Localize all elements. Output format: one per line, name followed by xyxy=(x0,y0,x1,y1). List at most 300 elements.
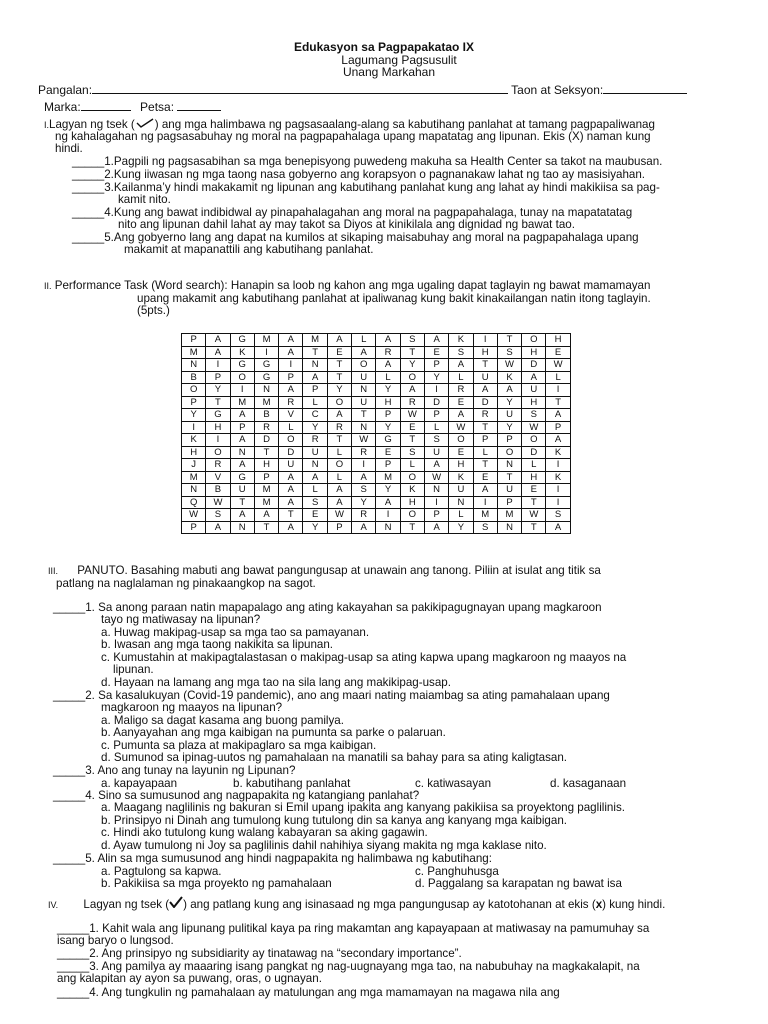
grid-row xyxy=(182,471,571,484)
grid-cell[interactable]: R xyxy=(206,459,230,472)
grid-cell[interactable]: S xyxy=(303,496,327,509)
grid-cell[interactable]: M xyxy=(376,471,400,484)
grid-cell[interactable]: U xyxy=(497,409,521,422)
grid-cell[interactable]: N xyxy=(449,496,473,509)
part4-instr-a: Lagyan ng tsek ( xyxy=(83,898,170,911)
grid-cell[interactable]: H xyxy=(254,459,278,472)
grid-cell[interactable]: R xyxy=(279,396,303,409)
grid-cell[interactable]: M xyxy=(182,471,206,484)
grid-cell[interactable]: S xyxy=(546,509,570,522)
grid-cell[interactable]: M xyxy=(254,334,278,347)
grid-cell[interactable]: H xyxy=(182,446,206,459)
grid-cell[interactable]: W xyxy=(522,509,546,522)
grid-cell[interactable]: U xyxy=(352,396,376,409)
grid-cell[interactable]: A xyxy=(279,334,303,347)
grid-cell[interactable]: P xyxy=(376,409,400,422)
grid-cell[interactable]: P xyxy=(497,496,521,509)
grid-cell[interactable]: G xyxy=(206,409,230,422)
grid-cell[interactable]: I xyxy=(206,434,230,447)
part2-instruction xyxy=(44,279,650,293)
q1-cont: tayo ng matiwasay na lipunan? xyxy=(101,613,261,626)
grid-cell[interactable]: D xyxy=(254,434,278,447)
grid-cell[interactable]: Y xyxy=(449,521,473,534)
grid-cell[interactable]: A xyxy=(473,484,497,497)
grid-cell[interactable]: A xyxy=(352,521,376,534)
grid-cell[interactable]: D xyxy=(279,446,303,459)
grid-cell[interactable]: T xyxy=(327,359,351,372)
grid-cell[interactable]: T xyxy=(254,521,278,534)
grid-cell[interactable]: L xyxy=(279,421,303,434)
grid-cell[interactable]: G xyxy=(230,359,254,372)
grid-cell[interactable]: T xyxy=(303,346,327,359)
grid-cell[interactable]: A xyxy=(279,496,303,509)
grid-cell[interactable]: A xyxy=(254,509,278,522)
score-blank[interactable] xyxy=(81,100,131,111)
grid-cell[interactable]: U xyxy=(424,446,448,459)
grid-cell[interactable]: L xyxy=(303,396,327,409)
grid-cell[interactable]: P xyxy=(546,421,570,434)
grid-cell[interactable]: K xyxy=(230,346,254,359)
grid-cell[interactable]: P xyxy=(230,421,254,434)
grid-cell[interactable]: U xyxy=(352,371,376,384)
grid-cell[interactable]: H xyxy=(400,496,424,509)
grid-cell[interactable]: U xyxy=(279,459,303,472)
grid-cell[interactable]: E xyxy=(424,346,448,359)
grid-cell[interactable]: A xyxy=(546,521,570,534)
grid-cell[interactable]: P xyxy=(497,434,521,447)
q2-choice-d: d. Sumunod sa ipinag-uutos ng pamahalaan na manatili sa bahay para sa ating kaligtasan. xyxy=(101,751,567,764)
grid-cell[interactable]: E xyxy=(473,471,497,484)
grid-cell[interactable]: A xyxy=(424,521,448,534)
grid-cell[interactable]: B xyxy=(206,484,230,497)
grid-cell[interactable]: H xyxy=(206,421,230,434)
grid-cell[interactable]: S xyxy=(206,509,230,522)
grid-cell[interactable]: T xyxy=(497,471,521,484)
grid-cell[interactable]: N xyxy=(182,484,206,497)
grid-cell[interactable]: M xyxy=(473,509,497,522)
grid-cell[interactable]: E xyxy=(303,509,327,522)
grid-cell[interactable]: I xyxy=(473,496,497,509)
grid-cell[interactable]: Y xyxy=(497,396,521,409)
grid-cell[interactable]: N xyxy=(230,446,254,459)
grid-cell[interactable]: H xyxy=(449,459,473,472)
part3-instr-1: PANUTO. Basahing mabuti ang bawat pangungusap at unawain ang tanong. Piliin at isulat ang titik sa xyxy=(77,564,601,577)
grid-cell[interactable]: S xyxy=(522,409,546,422)
grid-cell[interactable]: M xyxy=(254,496,278,509)
grid-cell[interactable]: H xyxy=(376,396,400,409)
grid-cell[interactable]: W xyxy=(352,434,376,447)
grid-cell[interactable]: Y xyxy=(352,496,376,509)
grid-cell[interactable]: W xyxy=(522,421,546,434)
grid-cell[interactable]: E xyxy=(449,396,473,409)
grid-cell[interactable]: D xyxy=(424,396,448,409)
grid-cell[interactable]: L xyxy=(449,509,473,522)
grid-cell[interactable]: G xyxy=(230,471,254,484)
grid-cell[interactable]: O xyxy=(279,434,303,447)
grid-cell[interactable]: P xyxy=(182,334,206,347)
grid-cell[interactable]: T xyxy=(546,396,570,409)
grid-cell[interactable]: D xyxy=(522,359,546,372)
grid-cell[interactable]: V xyxy=(206,471,230,484)
grid-cell[interactable]: L xyxy=(449,371,473,384)
grid-cell[interactable]: A xyxy=(279,384,303,397)
grid-cell[interactable]: Y xyxy=(400,359,424,372)
grid-cell[interactable]: S xyxy=(400,334,424,347)
grid-cell[interactable]: K xyxy=(182,434,206,447)
grid-cell[interactable]: L xyxy=(522,459,546,472)
grid-cell[interactable]: N xyxy=(352,384,376,397)
grid-cell[interactable]: A xyxy=(376,334,400,347)
grid-cell[interactable]: A xyxy=(327,496,351,509)
grid-cell[interactable]: A xyxy=(400,384,424,397)
grid-cell[interactable]: N xyxy=(230,521,254,534)
grid-cell[interactable]: N xyxy=(352,421,376,434)
grid-cell[interactable]: T xyxy=(473,459,497,472)
grid-cell[interactable]: P xyxy=(424,409,448,422)
grid-cell[interactable]: I xyxy=(473,334,497,347)
grid-cell[interactable]: U xyxy=(303,446,327,459)
grid-cell[interactable]: L xyxy=(473,446,497,459)
part2-instr-2: upang makamit ang kabutihang panlahat at ipaliwanag kung bakit kinakailangan natin itong taglayin. xyxy=(137,292,651,305)
part1-item-2: _____2.Kung iiwasan ng mga taong nasa gobyerno ang korapsyon o pagnanakaw lahat ng tao ay masisiyahan. xyxy=(72,168,646,181)
grid-cell[interactable]: T xyxy=(327,434,351,447)
grid-cell[interactable]: R xyxy=(303,434,327,447)
grid-cell[interactable]: N xyxy=(254,384,278,397)
q3-choice-b: b. kabutihang panlahat xyxy=(233,777,351,790)
grid-cell[interactable]: Y xyxy=(376,421,400,434)
part1-instr-b: ) ang mga halimbawa ng pagsasaalang-alang sa kabutihang panlahat at tamang pagpapaliwanag xyxy=(154,118,655,131)
part3-numeral: III. xyxy=(48,566,59,576)
grid-cell[interactable]: C xyxy=(303,409,327,422)
grid-cell[interactable]: A xyxy=(376,496,400,509)
grid-cell[interactable]: T xyxy=(497,334,521,347)
grid-cell[interactable]: V xyxy=(279,409,303,422)
grid-cell[interactable]: L xyxy=(327,471,351,484)
grid-cell[interactable]: W xyxy=(206,496,230,509)
grid-row xyxy=(182,434,571,447)
grid-cell[interactable]: Q xyxy=(182,496,206,509)
grid-cell[interactable]: P xyxy=(327,521,351,534)
grid-cell[interactable]: P xyxy=(473,434,497,447)
grid-cell[interactable]: M xyxy=(497,509,521,522)
grid-cell[interactable]: R xyxy=(254,421,278,434)
grid-cell[interactable]: A xyxy=(279,521,303,534)
grid-cell[interactable]: M xyxy=(182,346,206,359)
grid-cell[interactable]: A xyxy=(473,384,497,397)
q5-choice-c: c. Panghuhusga xyxy=(415,865,499,878)
grid-cell[interactable]: P xyxy=(182,396,206,409)
grid-cell[interactable]: T xyxy=(279,509,303,522)
grid-cell[interactable]: A xyxy=(449,409,473,422)
grid-cell[interactable]: Y xyxy=(327,384,351,397)
grid-cell[interactable]: T xyxy=(473,421,497,434)
grid-row xyxy=(182,359,571,372)
grid-cell[interactable]: A xyxy=(230,409,254,422)
part4-item-3: _____3. Ang pamilya ay maaaring isang pangkat ng nag-uugnayang mga tao, na nabubuhay na magkakalapit, na xyxy=(57,960,640,973)
grid-row xyxy=(182,521,571,534)
grid-cell[interactable]: S xyxy=(424,434,448,447)
grid-cell[interactable]: A xyxy=(522,371,546,384)
part4-instruction xyxy=(48,896,665,912)
grid-cell[interactable]: K xyxy=(449,471,473,484)
grid-cell[interactable]: T xyxy=(400,434,424,447)
grid-cell[interactable]: W xyxy=(424,471,448,484)
grid-cell[interactable]: P xyxy=(424,509,448,522)
q4-choice-d: d. Ayaw tumulong ni Joy sa paglilinis dahil nahihiya siyang makita ng mga kaklase nito. xyxy=(101,839,547,852)
grid-cell[interactable]: A xyxy=(230,434,254,447)
grid-cell[interactable]: E xyxy=(327,346,351,359)
grid-cell[interactable]: I xyxy=(424,384,448,397)
grid-cell[interactable]: H xyxy=(522,471,546,484)
grid-cell[interactable]: L xyxy=(376,371,400,384)
grid-cell[interactable]: P xyxy=(206,371,230,384)
grid-row xyxy=(182,421,571,434)
grid-cell[interactable]: J xyxy=(182,459,206,472)
grid-cell[interactable]: Y xyxy=(376,384,400,397)
grid-cell[interactable]: S xyxy=(497,346,521,359)
grid-cell[interactable]: T xyxy=(352,409,376,422)
grid-cell[interactable]: Y xyxy=(182,409,206,422)
q2-cont: magkaroon ng maayos na lipunan? xyxy=(101,701,283,714)
grid-cell[interactable]: W xyxy=(327,509,351,522)
grid-cell[interactable]: Y xyxy=(303,521,327,534)
year-section-blank[interactable] xyxy=(603,83,687,94)
grid-cell[interactable]: I xyxy=(546,384,570,397)
score-row xyxy=(44,100,221,114)
grid-cell[interactable]: A xyxy=(546,409,570,422)
q2-choice-b: b. Aanyayahan ang mga kaibigan na pumunta sa parke o palaruan. xyxy=(101,726,446,739)
grid-cell[interactable]: P xyxy=(182,521,206,534)
grid-cell[interactable]: N xyxy=(182,359,206,372)
grid-cell[interactable]: L xyxy=(303,484,327,497)
grid-cell[interactable]: U xyxy=(230,484,254,497)
grid-cell[interactable]: I xyxy=(376,509,400,522)
grid-cell[interactable]: O xyxy=(327,459,351,472)
grid-cell[interactable]: O xyxy=(327,396,351,409)
grid-cell[interactable]: L xyxy=(327,446,351,459)
grid-cell[interactable]: S xyxy=(400,446,424,459)
grid-cell[interactable]: L xyxy=(424,421,448,434)
grid-cell[interactable]: Y xyxy=(424,371,448,384)
part4-item-1-cont: isang baryo o lungsod. xyxy=(57,934,174,947)
grid-cell[interactable]: D xyxy=(473,396,497,409)
grid-cell[interactable]: I xyxy=(424,496,448,509)
grid-cell[interactable]: U xyxy=(473,371,497,384)
grid-cell[interactable]: P xyxy=(254,471,278,484)
grid-cell[interactable]: A xyxy=(352,346,376,359)
word-search-grid xyxy=(181,333,571,534)
grid-cell[interactable]: A xyxy=(546,434,570,447)
grid-cell[interactable]: O xyxy=(352,359,376,372)
grid-cell[interactable]: K xyxy=(546,471,570,484)
grid-cell[interactable]: H xyxy=(546,334,570,347)
grid-cell[interactable]: K xyxy=(449,334,473,347)
grid-cell[interactable]: A xyxy=(376,359,400,372)
grid-cell[interactable]: Y xyxy=(206,384,230,397)
grid-cell[interactable]: T xyxy=(206,396,230,409)
grid-cell[interactable]: M xyxy=(230,396,254,409)
grid-cell[interactable]: Y xyxy=(497,421,521,434)
grid-cell[interactable]: A xyxy=(449,359,473,372)
grid-cell[interactable]: N xyxy=(424,484,448,497)
grid-cell[interactable]: O xyxy=(522,334,546,347)
grid-cell[interactable]: P xyxy=(303,384,327,397)
grid-cell[interactable]: A xyxy=(206,334,230,347)
grid-cell[interactable]: O xyxy=(400,371,424,384)
grid-row xyxy=(182,446,571,459)
grid-cell[interactable]: B xyxy=(254,409,278,422)
grid-cell[interactable]: A xyxy=(279,346,303,359)
grid-cell[interactable]: N xyxy=(497,459,521,472)
grid-cell[interactable]: A xyxy=(352,471,376,484)
grid-cell[interactable]: R xyxy=(352,446,376,459)
q3-choice-a: a. kapayapaan xyxy=(101,777,178,790)
grid-cell[interactable]: O xyxy=(497,446,521,459)
grid-cell[interactable]: E xyxy=(522,484,546,497)
part4-item-1: _____1. Kahit wala ang lipunang pulitikal kaya pa ring makamtan ang kapayapaan at matiwasay na pamumuhay sa xyxy=(57,922,650,935)
grid-cell[interactable]: I xyxy=(254,346,278,359)
grid-cell[interactable]: T xyxy=(522,496,546,509)
grid-cell[interactable]: Y xyxy=(376,484,400,497)
grid-cell[interactable]: I xyxy=(546,496,570,509)
grid-cell[interactable]: M xyxy=(254,484,278,497)
grid-cell[interactable]: A xyxy=(327,334,351,347)
q1-choice-d: d. Hayaan na lamang ang mga tao na sila lang ang makikipag-usap. xyxy=(101,676,451,689)
grid-cell[interactable]: I xyxy=(182,421,206,434)
grid-cell[interactable]: I xyxy=(279,359,303,372)
grid-cell[interactable]: T xyxy=(230,496,254,509)
grid-cell[interactable]: L xyxy=(352,334,376,347)
date-blank[interactable] xyxy=(177,100,221,111)
grid-cell[interactable]: O xyxy=(400,471,424,484)
grid-cell[interactable]: N xyxy=(303,359,327,372)
q4-choice-a: a. Maagang naglilinis ng bakuran si Emil upang ipakita ang kanyang pakikiisa sa proyektong paglilinis. xyxy=(101,801,625,814)
grid-cell[interactable]: E xyxy=(546,346,570,359)
grid-cell[interactable]: A xyxy=(424,459,448,472)
grid-cell[interactable]: O xyxy=(449,434,473,447)
grid-cell[interactable]: I xyxy=(230,384,254,397)
q1-choice-a: a. Huwag makipag-usap sa mga tao sa pamayanan. xyxy=(101,626,370,639)
grid-cell[interactable]: M xyxy=(303,334,327,347)
grid-cell[interactable]: O xyxy=(206,446,230,459)
grid-cell[interactable]: T xyxy=(522,521,546,534)
grid-cell[interactable]: W xyxy=(400,409,424,422)
grid-cell[interactable]: T xyxy=(473,359,497,372)
grid-cell[interactable]: R xyxy=(352,509,376,522)
grid-cell[interactable]: A xyxy=(279,471,303,484)
grid-cell[interactable]: A xyxy=(303,371,327,384)
grid-cell[interactable]: A xyxy=(279,484,303,497)
grid-cell[interactable]: E xyxy=(400,421,424,434)
grid-cell[interactable]: D xyxy=(522,446,546,459)
grid-cell[interactable]: A xyxy=(230,509,254,522)
grid-row xyxy=(182,459,571,472)
q2-choice-a: a. Maligo sa dagat kasama ang buong pamilya. xyxy=(101,714,344,727)
grid-cell[interactable]: G xyxy=(376,434,400,447)
grid-cell[interactable]: N xyxy=(303,459,327,472)
grid-cell[interactable]: B xyxy=(182,371,206,384)
grid-cell[interactable]: G xyxy=(254,359,278,372)
grid-cell[interactable]: H xyxy=(473,346,497,359)
grid-cell[interactable]: A xyxy=(497,384,521,397)
part4-numeral: IV. xyxy=(48,900,59,910)
grid-cell[interactable]: R xyxy=(449,384,473,397)
grid-cell[interactable]: I xyxy=(352,459,376,472)
grid-cell[interactable]: S xyxy=(473,521,497,534)
grid-cell[interactable]: S xyxy=(449,346,473,359)
grid-cell[interactable]: U xyxy=(449,484,473,497)
grid-cell[interactable]: I xyxy=(206,359,230,372)
grid-cell[interactable]: A xyxy=(303,471,327,484)
grid-cell[interactable]: W xyxy=(182,509,206,522)
grid-cell[interactable]: W xyxy=(546,359,570,372)
part1-item-4: _____4.Kung ang bawat indibidwal ay pinapahalagahan ang moral na pagpapahalaga, tunay na mapatatatag xyxy=(72,206,633,219)
part4-item-2: _____2. Ang prinsipyo ng subsidiarity ay tinatawag na “secondary importance”. xyxy=(57,947,462,960)
grid-cell[interactable]: O xyxy=(522,434,546,447)
grid-cell[interactable]: A xyxy=(206,521,230,534)
grid-cell[interactable]: O xyxy=(230,371,254,384)
grid-cell[interactable]: N xyxy=(376,521,400,534)
grid-cell[interactable]: R xyxy=(327,421,351,434)
grid-cell[interactable]: P xyxy=(424,359,448,372)
grid-cell[interactable]: Y xyxy=(303,421,327,434)
q3: _____3. Ano ang tunay na layunin ng Lipunan? xyxy=(53,764,296,777)
grid-cell[interactable]: O xyxy=(182,384,206,397)
grid-cell[interactable]: H xyxy=(522,396,546,409)
grid-cell[interactable]: P xyxy=(279,371,303,384)
q1-choice-c-cont: lipunan. xyxy=(113,663,154,676)
grid-cell[interactable]: A xyxy=(327,484,351,497)
grid-cell[interactable]: G xyxy=(254,371,278,384)
grid-cell[interactable]: H xyxy=(522,346,546,359)
grid-cell[interactable]: R xyxy=(473,409,497,422)
grid-cell[interactable]: K xyxy=(497,371,521,384)
grid-cell[interactable]: S xyxy=(352,484,376,497)
name-blank[interactable] xyxy=(92,83,508,94)
grid-cell[interactable]: P xyxy=(376,459,400,472)
grid-cell[interactable]: L xyxy=(400,459,424,472)
quarter-label: Unang Markahan xyxy=(342,65,436,79)
grid-cell[interactable]: A xyxy=(206,346,230,359)
grid-cell[interactable]: A xyxy=(327,409,351,422)
grid-cell[interactable]: N xyxy=(497,521,521,534)
grid-cell[interactable]: K xyxy=(546,446,570,459)
grid-cell[interactable]: W xyxy=(449,421,473,434)
grid-cell[interactable]: G xyxy=(230,334,254,347)
grid-cell[interactable]: W xyxy=(497,359,521,372)
grid-cell[interactable]: K xyxy=(400,484,424,497)
grid-cell[interactable]: R xyxy=(376,346,400,359)
grid-cell[interactable]: M xyxy=(254,396,278,409)
grid-cell[interactable]: A xyxy=(424,334,448,347)
grid-cell[interactable]: A xyxy=(230,459,254,472)
grid-cell[interactable]: T xyxy=(400,521,424,534)
grid-cell[interactable]: U xyxy=(522,384,546,397)
grid-cell[interactable]: E xyxy=(376,446,400,459)
grid-cell[interactable]: T xyxy=(400,346,424,359)
grid-cell[interactable]: L xyxy=(546,371,570,384)
grid-cell[interactable]: O xyxy=(400,509,424,522)
part4-item-4: _____4. Ang tungkulin ng pamahalaan ay matulungan ang mga mamamayan na magawa nila ang xyxy=(57,986,560,999)
grid-cell[interactable]: T xyxy=(327,371,351,384)
grid-cell[interactable]: I xyxy=(546,484,570,497)
grid-cell[interactable]: U xyxy=(497,484,521,497)
grid-cell[interactable]: R xyxy=(400,396,424,409)
grid-cell[interactable]: I xyxy=(546,459,570,472)
grid-cell[interactable]: E xyxy=(449,446,473,459)
grid-cell[interactable]: T xyxy=(254,446,278,459)
q3-choice-c: c. katiwasayan xyxy=(415,777,492,790)
